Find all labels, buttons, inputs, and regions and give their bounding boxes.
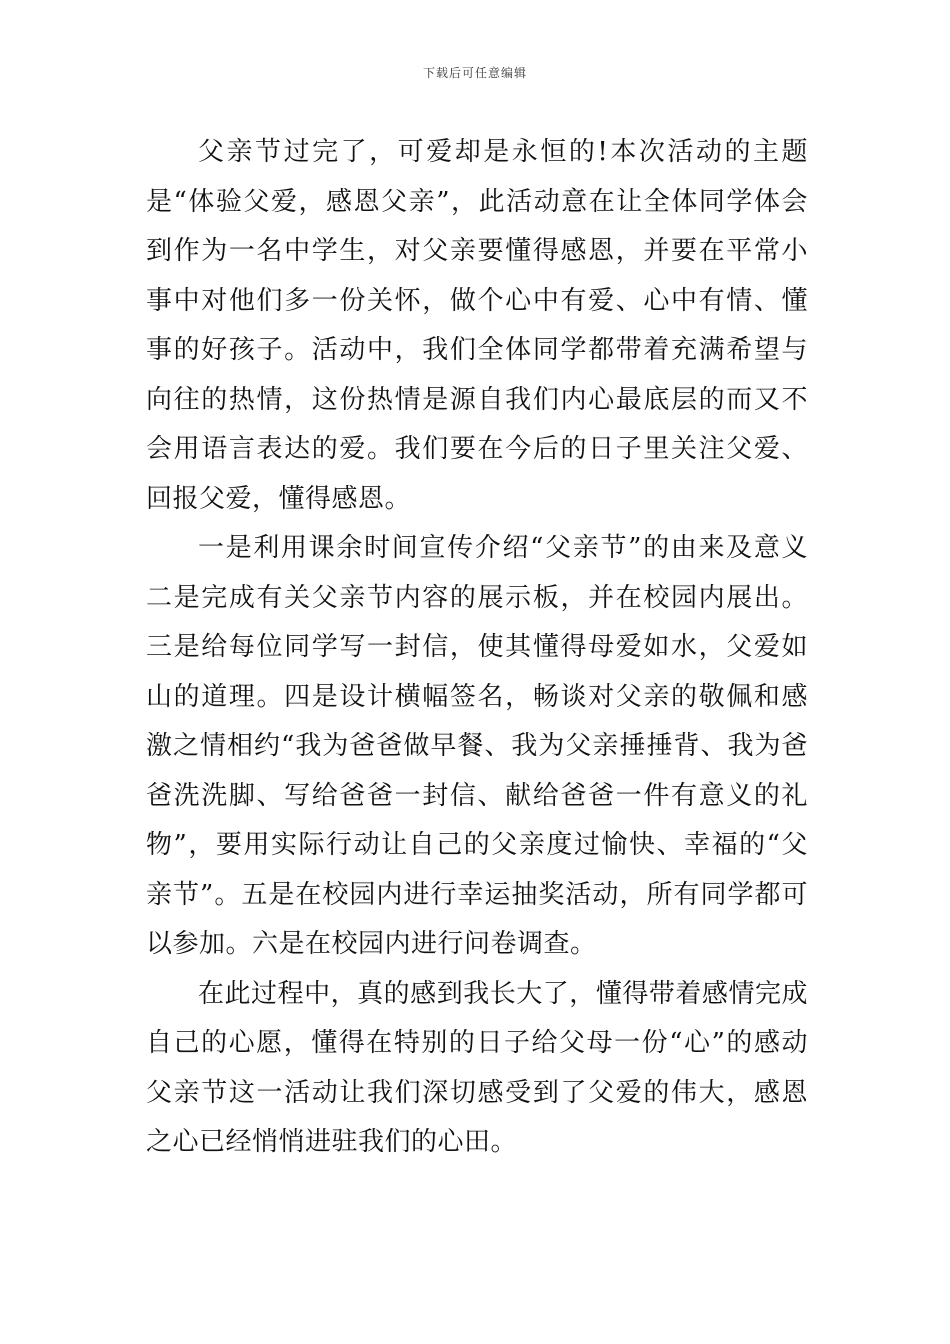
paragraph-1: 父亲节过完了，可爱却是永恒的!本次活动的主题是“体验父爱，感恩父亲”，此活动意在让全体同学体会到作为一名中学生，对父亲要懂得感恩，并要在平常小事中对他们多一份关怀，做个心中有爱、心中有情、懂事的好孩子。活动中，我们全体同学都带着充满希望与向往的热情，这份热情是源自我们内心最底层的而又不会用语言表达的爱。我们要在今后的日子里关注父爱、回报父爱，懂得感恩。 [146, 137, 808, 514]
paragraph-3: 在此过程中，真的感到我长大了，懂得带着感情完成自己的心愿，懂得在特别的日子给父母一份“心”的感动父亲节这一活动让我们深切感受到了父爱的伟大，感恩之心已经悄悄进驻我们的心田。 [146, 978, 808, 1157]
paragraph-2: 一是利用课余时间宣传介绍“父亲节”的由来及意义二是完成有关父亲节内容的展示板，并在校园内展出。三是给每位同学写一封信，使其懂得母爱如水，父爱如山的道理。四是设计横幅签名，畅谈对父亲的敬佩和感激之情相约“我为爸爸做早餐、我为父亲捶捶背、我为爸爸洗洗脚、写给爸爸一封信、献给爸爸一件有意义的礼物”，要用实际行动让自己的父亲度过愉快、幸福的“父亲节”。五是在校园内进行幸运抽奖活动，所有同学都可以参加。六是在校园内进行问卷调查。 [146, 533, 808, 959]
document-body [146, 128, 808, 1168]
header-note: 下载后可任意编辑 [422, 66, 527, 80]
